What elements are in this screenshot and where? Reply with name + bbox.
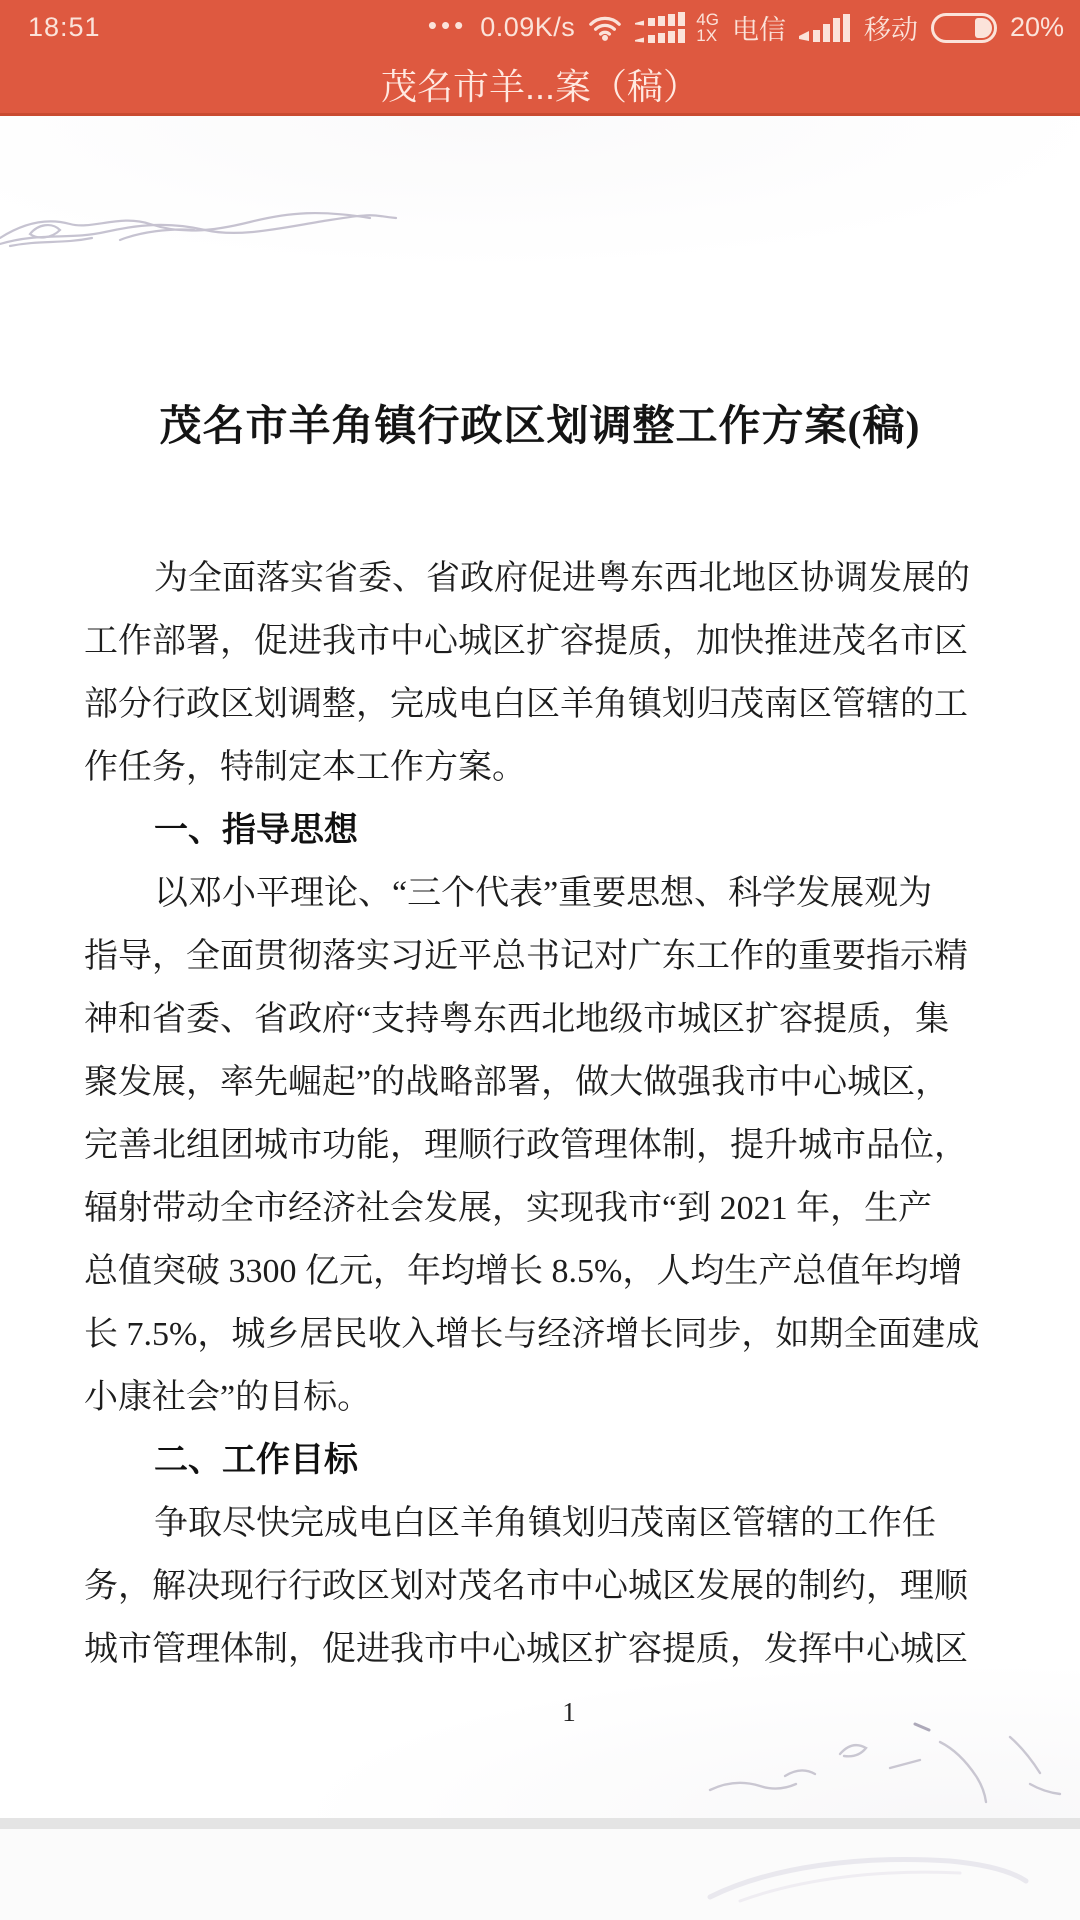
pen-scribble-mark (0, 188, 400, 260)
doc-line: 小康社会”的目标。 (84, 1379, 372, 1416)
doc-line: 城市管理体制，促进我市中心城区扩容提质，发挥中心城区 (84, 1631, 968, 1668)
sim1-signal-block (635, 9, 719, 45)
wifi-icon (588, 14, 622, 41)
app-title-bar (0, 55, 1080, 116)
carrier-telecom-label: 电信 (731, 15, 786, 45)
notification-dots-icon: ••• (427, 9, 468, 40)
doc-line: 作任务，特制定本工作方案。 (84, 749, 526, 786)
doc-line: 总值突破 3300 亿元，年均增长 8.5%，人均生产总值年均增 (84, 1253, 963, 1290)
doc-line: 神和省委、省政府“支持粤东西北地级市城区扩容提质，集 (84, 1001, 950, 1038)
next-document-page[interactable] (0, 1829, 1080, 1920)
status-bar[interactable] (0, 0, 1080, 55)
app-title: 茂名市羊...案（稿） (380, 65, 699, 107)
network-type-1x-label: 1X (696, 25, 718, 45)
page-separator (0, 1818, 1080, 1829)
network-type-4g-label: 4G (696, 9, 719, 29)
doc-title: 茂名市羊角镇行政区划调整工作方案(稿) (159, 404, 921, 450)
doc-line: 长 7.5%，城乡居民收入增长与经济增长同步，如期全面建成 (84, 1316, 980, 1353)
battery-percent-label: 20% (1009, 12, 1064, 42)
doc-section-heading: 二、工作目标 (154, 1441, 358, 1479)
doc-line: 以邓小平理论、“三个代表”重要思想、科学发展观为 (154, 875, 933, 912)
battery-icon (931, 13, 997, 43)
doc-line: 辐射带动全市经济社会发展，实现我市“到 2021 年，生产 (84, 1190, 933, 1227)
doc-body-text (0, 547, 1080, 1744)
faint-pen-mark (700, 1835, 1040, 1915)
doc-line: 完善北组团城市功能，理顺行政管理体制，提升城市品位， (84, 1127, 968, 1164)
doc-line: 聚发展，率先崛起”的战略部署，做大做强我市中心城区， (84, 1064, 950, 1101)
carrier-mobile-label: 移动 (863, 15, 918, 45)
doc-line: 为全面落实省委、省政府促进粤东西北地区协调发展的 (154, 560, 970, 597)
doc-line: 部分行政区划调整，完成电白区羊角镇划归茂南区管辖的工 (84, 686, 968, 723)
sim1-signal-bars-icon (635, 12, 691, 43)
status-bar-right-cluster (428, 8, 1064, 47)
doc-line: 务，解决现行行政区划对茂名市中心城区发展的制约，理顺 (84, 1568, 968, 1605)
page-number: 1 (562, 1697, 576, 1727)
doc-line: 争取尽快完成电白区羊角镇划归茂南区管辖的工作任 (154, 1505, 936, 1542)
doc-line: 指导，全面贯彻落实习近平总书记对广东工作的重要指示精 (84, 938, 968, 975)
clock-label: 18:51 (28, 12, 101, 42)
scan-smudge-mark (690, 1712, 1080, 1822)
network-speed-label: 0.09K/s (480, 12, 576, 42)
sim2-signal-bars-icon (799, 14, 851, 42)
battery-level-fill (975, 18, 992, 38)
doc-line: 工作部署，促进我市中心城区扩容提质，加快推进茂名市区 (84, 623, 968, 660)
doc-section-heading: 一、指导思想 (154, 811, 358, 849)
document-page[interactable] (0, 116, 1080, 1818)
sim1-network-type-badge (696, 9, 719, 45)
